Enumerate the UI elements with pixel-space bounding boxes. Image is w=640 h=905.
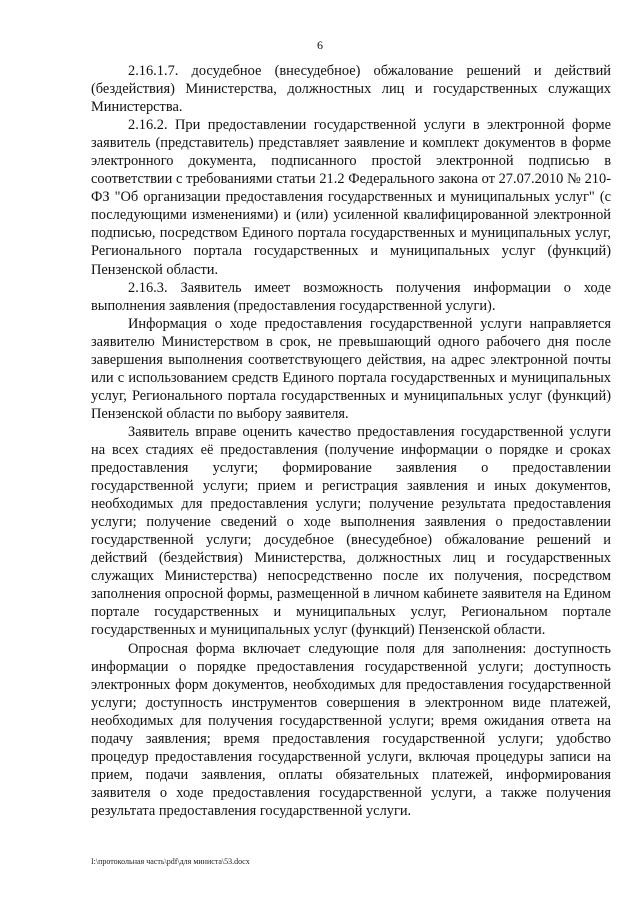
document-body [91,62,611,820]
paragraph-2-16-1-7: 2.16.1.7. досудебное (внесудебное) обжалование решений и действий (бездействия) Министерства, должностных лиц и государственных служащих Министерства. [91,63,611,116]
paragraph-progress-info: Информация о ходе предоставления государственной услуги направляется заявителю Министерством в срок, не превышающий одного рабочего дня после завершения выполнения соответствующего действия, на адрес электронной почты или с использованием средств Единого портала государственных и муниципальных услуг, Регионального портала государственных и муниципальных услуг (функций) Пензенской области по выбору заявителя. [91,315,611,422]
page-number: 6 [317,38,323,52]
paragraph-2-16-2: 2.16.2. При предоставлении государственной услуги в электронной форме заявитель (представитель) представляет заявление и комплект документов в форме электронного документа, подписанного простой электронной подписью в соответствии с требованиями статьи 21.2 Федерального закона от 27.07.2010 № 210-ФЗ "Об организации предоставления государственных и муниципальных услуг" (с последующими изменениями) и (или) усиленной квалифицированной электронной подписью, посредством Единого портала государственных и муниципальных услуг, Регионального портала государственных и муниципальных услуг (функций) Пензенской области. [91,117,611,278]
paragraph-survey-form: Опросная форма включает следующие поля для заполнения: доступность информации о порядке предоставления государственной услуги; доступность электронных форм документов, необходимых для предоставления государственной услуги; доступность инструментов совершения в электронном виде платежей, необходимых для получения государственной услуги; время ожидания ответа на подачу заявления; время предоставления государственной услуги; удобство процедур предоставления государственной услуги, включая процедуры записи на прием, подачи заявления, оплаты обязательных платежей, информирования заявителя о ходе предоставления государственной услуги, а также получения результата предоставления государственной услуги. [91,640,611,819]
paragraph-quality-assessment: Заявитель вправе оценить качество предоставления государственной услуги на всех стадиях её предоставления (получение информации о порядке и сроках предоставления услуги; формирование заявления о предоставлении государственной услуги; прием и регистрация заявления и иных документов, необходимых для предоставления услуги; получение результата предоставления услуги; получение сведений о ходе выполнения заявления о предоставлении государственной услуги; досудебное (внесудебное) обжалование решений и действий (бездействия) Министерства, должностных лиц и государственных служащих Министерства) непосредственно после их получения, посредством заполнения опросной формы, размещенной в личном кабинете заявителя на Едином портале государственных и муниципальных услуг, Региональном портале государственных и муниципальных услуг (функций) Пензенской области. [91,423,611,639]
paragraph-2-16-3: 2.16.3. Заявитель имеет возможность получения информации о ходе выполнения заявления (предоставления государственной услуги). [91,279,611,314]
footer-file-path: I:\протокольная часть\pdf\для министа\53.docx [91,857,250,866]
